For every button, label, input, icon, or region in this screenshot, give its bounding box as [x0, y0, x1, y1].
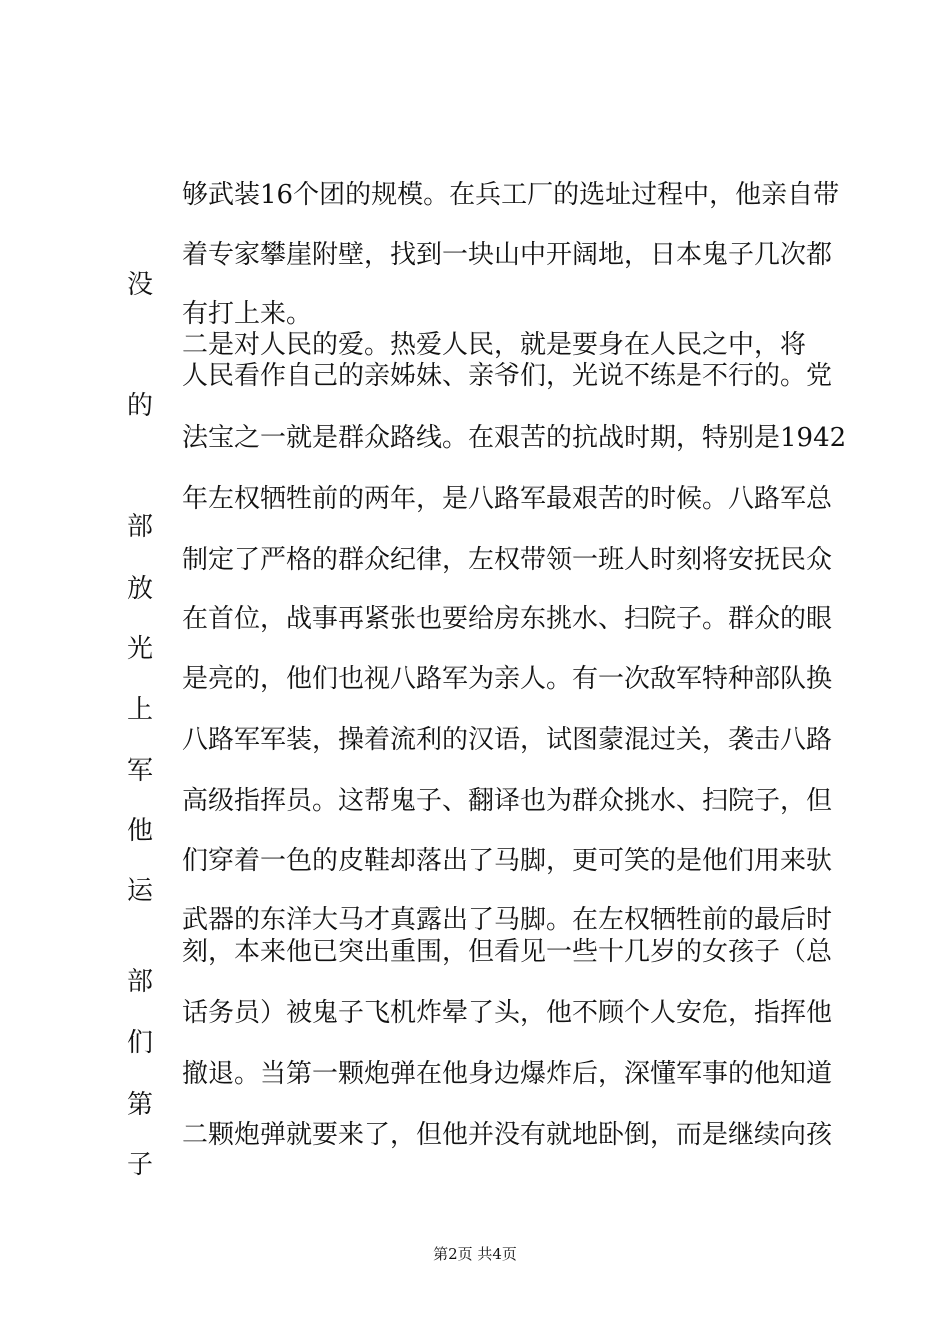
margin-char: 军 [127, 756, 154, 786]
margin-char: 没 [127, 270, 154, 300]
margin-char: 第 [127, 1090, 154, 1120]
body-line: 够武装16个团的规模。在兵工厂的选址过程中，他亲自带 [182, 180, 840, 210]
body-line: 武器的东洋大马才真露出了马脚。在左权牺牲前的最后时 [182, 905, 833, 935]
body-line: 二是对人民的爱。热爱人民，就是要身在人民之中，将 [182, 330, 807, 360]
body-line: 法宝之一就是群众路线。在艰苦的抗战时期，特别是1942 [182, 423, 847, 453]
margin-char: 们 [127, 1028, 154, 1058]
body-line: 人民看作自己的亲姊妹、亲爷们，光说不练是不行的。党 [182, 361, 833, 391]
page-footer: 第2页 共4页 [433, 1245, 517, 1263]
body-line: 制定了严格的群众纪律，左权带领一班人时刻将安抚民众 [182, 545, 833, 575]
margin-char: 他 [127, 816, 154, 846]
body-line: 年左权牺牲前的两年，是八路军最艰苦的时候。八路军总 [182, 484, 833, 514]
margin-char: 部 [127, 967, 154, 997]
body-line: 刻，本来他已突出重围，但看见一些十几岁的女孩子（总 [182, 937, 833, 967]
margin-char: 光 [127, 634, 154, 664]
body-line: 话务员）被鬼子飞机炸晕了头，他不顾个人安危，指挥他 [182, 998, 833, 1028]
body-line: 在首位，战事再紧张也要给房东挑水、扫院子。群众的眼 [182, 604, 833, 634]
margin-char: 放 [127, 574, 154, 604]
body-line: 着专家攀崖附壁，找到一块山中开阔地，日本鬼子几次都 [182, 240, 833, 270]
margin-char: 部 [127, 512, 154, 542]
body-line: 撤退。当第一颗炮弹在他身边爆炸后，深懂军事的他知道 [182, 1059, 833, 1089]
body-line: 八路军军装，操着流利的汉语，试图蒙混过关，袭击八路 [182, 725, 833, 755]
margin-char: 上 [127, 695, 154, 725]
margin-char: 运 [127, 876, 154, 906]
body-line: 是亮的，他们也视八路军为亲人。有一次敌军特种部队换 [182, 664, 833, 694]
margin-char: 子 [127, 1150, 154, 1180]
body-line: 高级指挥员。这帮鬼子、翻译也为群众挑水、扫院子，但 [182, 786, 833, 816]
body-line: 有打上来。 [182, 299, 313, 329]
body-line: 们穿着一色的皮鞋却落出了马脚，更可笑的是他们用来驮 [182, 846, 833, 876]
body-line: 二颗炮弹就要来了，但他并没有就地卧倒，而是继续向孩 [182, 1120, 833, 1150]
margin-char: 的 [127, 391, 154, 421]
